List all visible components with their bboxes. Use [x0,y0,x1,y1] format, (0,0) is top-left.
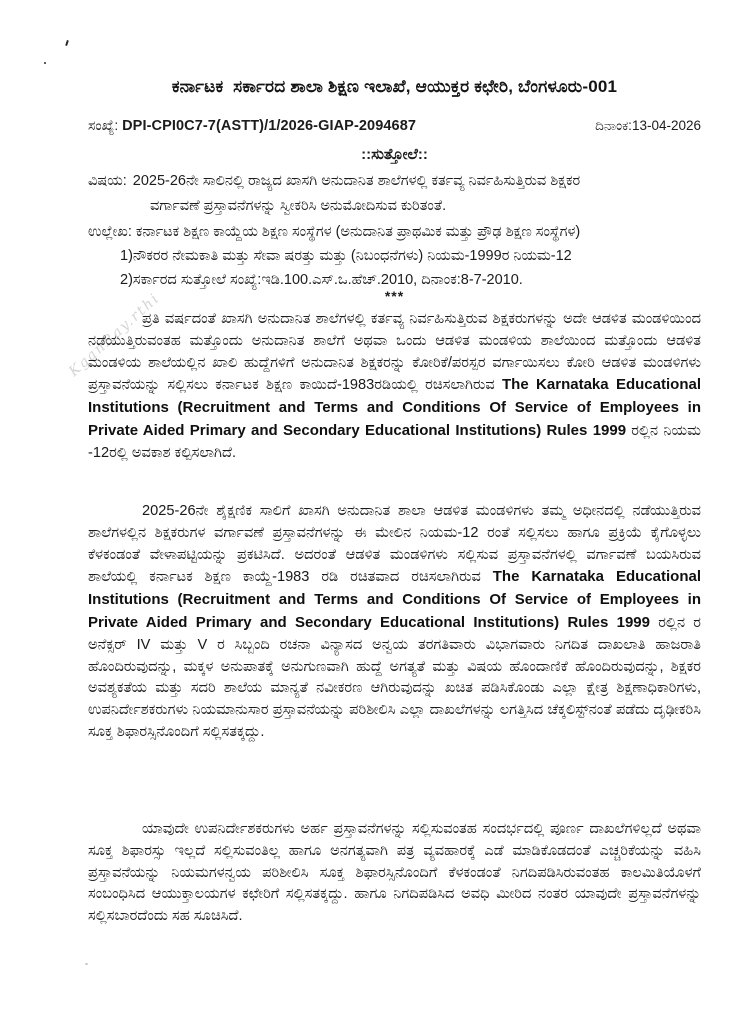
paragraph-1 [88,309,701,465]
subject-line-continued: ವರ್ಗಾವಣೆ ಪ್ರಸ್ತಾವನೆಗಳನ್ನು ಸ್ವೀಕರಿಸಿ ಅನುಮೋದಿಸುವ ಕುರಿತಂತೆ. [150,198,447,214]
reference-item-2: 2)ಸರ್ಕಾರದ ಸುತ್ತೋಲೆ ಸಂಖ್ಯೆ:ಇಡಿ.100.ಎಸ್.ಒ.ಹೆಚ್.2010, ದಿನಾಂಕ:8-7-2010. [120,272,523,288]
scan-speck [85,963,88,965]
paragraph-2-kn-after: ರಲ್ಲಿನ ರ ಅನೆಕ್ಸರ್ IV ಮತ್ತು V ರ ಸಿಬ್ಬಂದಿ ರಚನಾ ವಿನ್ಯಾಸದ ಅನ್ವಯ ತರಗತಿವಾರು ವಿಭಾಗವಾರು ನಿಗದಿತ ದಾಖಲಾತಿ ಹಾಜರಾತಿ ಹೊಂದಿರುವುದನ್ನು, ಮಕ್ಕಳ ಅನುಪಾತಕ್ಕೆ ಅನುಗುಣವಾಗಿ ಹುದ್ದೆ ಅಗತ್ಯತೆ ಮತ್ತು ವಿಷಯ ಹೊಂದಾಣಿಕೆ ಹೊಂದಿರುವುದನ್ನು, ಶಿಕ್ಷಕರ ಅವಶ್ಯಕತೆಯ ಮತ್ತು ಸದರಿ ಶಾಲೆಯ ಮಾನ್ಯತೆ ನವೀಕರಣ ಆಗಿರುವುದನ್ನು ಖಚಿತ ಪಡಿಸಿಕೊಂಡು ಎಲ್ಲಾ ಕ್ಷೇತ್ರ ಶಿಕ್ಷಣಾಧಿಕಾರಿಗಳು, ಉಪನಿರ್ದೇಶಕರುಗಳು ನಿಯಮಾನುಸಾರ ಪ್ರಸ್ತಾವನೆಯನ್ನು ಪರಿಶೀಲಿಸಿ ಎಲ್ಲಾ ದಾಖಲೆಗಳನ್ನು ಲಗತ್ತಿಸಿದ ಚೆಕ್ಕಲಿಸ್ಟ್‌ನಂತೆ ಪಡೆದು ದೃಢೀಕರಿಸಿ ಸೂಕ್ತ ಶಿಫಾರಸ್ಸಿನೊಂದಿಗೆ ಸಲ್ಲಿಸತಕ್ಕದ್ದು. [88,614,702,740]
paragraph-1-kn-after: ರಲ್ಲಿನ ನಿಯಮ -12ರಲ್ಲಿ ಅವಕಾಶ ಕಲ್ಪಿಸಲಾಗಿದೆ. [88,422,702,461]
scan-speck [65,40,69,46]
scan-speck [44,62,46,64]
watermark: KganRay.rthi [66,290,164,380]
subject-line [88,173,701,189]
paragraph-2-english-bold: The Karnataka Educational Institutions (Recruitment and Terms and Conditions Of Service of Employees in Private Aided Primary and Secondary Educational Institutions) Rules 1999 [88,568,701,631]
circular-heading: ::ಸುತ್ತೋಲೆ:: [361,146,428,163]
number-value: DPI-CPI0C7-7(ASTT)/1/2026-GIAP-2094687 [122,118,417,134]
paragraph-2 [88,501,701,744]
reference-label: ಉಲ್ಲೇಖ: [88,224,132,240]
paragraph-2-kn-before: 2025-26ನೇ ಶೈಕ್ಷಣಿಕ ಸಾಲಿಗೆ ಖಾಸಗಿ ಅನುದಾನಿತ ಶಾಲಾ ಆಡಳಿತ ಮಂಡಳಿಗಳು ತಮ್ಮ ಅಧೀನದಲ್ಲಿ ನಡೆಯುತ್ತಿರುವ ಶಾಲೆಗಳಲ್ಲಿನ ಶಿಕ್ಷಕರುಗಳ ವರ್ಗಾವಣೆ ಪ್ರಸ್ತಾವನೆಗಳನ್ನು ಈ ಮೇಲಿನ ನಿಯಮ-12 ರಂತೆ ಸಲ್ಲಿಸಲು ಹಾಗೂ ಪ್ರಕ್ರಿಯೆ ಕೈಗೊಳ್ಳಲು ಕೆಳಕಂಡಂತೆ ವೇಳಾಪಟ್ಟಿಯನ್ನು ಪ್ರಕಟಿಸಿದೆ. ಅದರಂತೆ ಆಡಳಿತ ಮಂಡಳಿಗಳು ಸಲ್ಲಿಸುವ ಪ್ರಸ್ತಾವನೆಗಳಲ್ಲಿ ವರ್ಗಾವಣೆ ಬಯಸಿರುವ ಶಾಲೆಯಲ್ಲಿ ಕರ್ನಾಟಕ ಶಿಕ್ಷಣ ಕಾಯ್ದೆ-1983 ರಡಿ ರಚಿತವಾದ ರಚಿಸಲಾಗಿರುವ [88,503,701,586]
number-date-row [88,117,701,134]
paragraph-3-text: ಯಾವುದೇ ಉಪನಿರ್ದೇಶಕರುಗಳು ಅರ್ಹ ಪ್ರಸ್ತಾವನೆಗಳನ್ನು ಸಲ್ಲಿಸುವಂತಹ ಸಂದರ್ಭದಲ್ಲಿ ಪೂರ್ಣ ದಾಖಲೆಗಳಿಲ್ಲದೆ ಅಥವಾ ಸೂಕ್ತ ಶಿಫಾರಸ್ಸು ಇಲ್ಲದೆ ಸಲ್ಲಿಸುವಂತಿಲ್ಲ ಹಾಗೂ ಅನಗತ್ಯವಾಗಿ ಪತ್ರ ವ್ಯವಹಾರಕ್ಕೆ ಎಡೆ ಮಾಡಿಕೊಡದಂತೆ ಎಚ್ಚರಿಕೆಯನ್ನು ವಹಿಸಿ ಪ್ರಸ್ತಾವನೆಯನ್ನು ನಿಯಮಗಳನ್ವಯ ಪರಿಶೀಲಿಸಿ ಸೂಕ್ತ ಶಿಫಾರಸ್ಸಿನೊಂದಿಗೆ ಕೆಳಕಂಡಂತೆ ನಿಗದಿಪಡಿಸಿರುವಂತಹ ಕಾಲಮಿತಿಯೊಳಗೆ ಸಂಬಂಧಿಸಿದ ಆಯುಕ್ತಾಲಯಗಳ ಕಛೇರಿಗೆ ಸಲ್ಲಿಸತಕ್ಕದ್ದು. ಹಾಗೂ ನಿಗದಿಪಡಿಸಿದ ಅವಧಿ ಮೀರಿದ ನಂತರ ಯಾವುದೇ ಪ್ರಸ್ತಾವನೆಗಳನ್ನು ಸಲ್ಲಿಸಬಾರದೆಂದು ಸಹ ಸೂಚಿಸಿದೆ. [88,821,701,925]
number-label: ಸಂಖ್ಯೆ: [88,117,119,133]
date-label: ದಿನಾಂಕ: [595,118,632,133]
asterisk-separator: *** [384,288,405,304]
circular-date [595,118,701,134]
subject-label: ವಿಷಯ: [88,173,127,189]
page-title: ಕರ್ನಾಟಕ ಸರ್ಕಾರದ ಶಾಲಾ ಶಿಕ್ಷಣ ಇಲಾಖೆ, ಆಯುಕ್ತರ ಕಛೇರಿ, ಬೆಂಗಳೂರು-001 [171,77,618,96]
paragraph-3 [88,819,701,928]
date-value: 13-04-2026 [631,118,701,133]
paragraph-1-english-bold: The Karnataka Educational Institutions (Recruitment and Terms and Conditions Of Service of Employees in Private Aided Primary and Secondary Educational Institutions) Rules 1999 [88,376,701,439]
reference-line [88,224,701,240]
circular-number [88,117,416,134]
subject-text: 2025-26ನೇ ಸಾಲಿನಲ್ಲಿ ರಾಜ್ಯದ ಖಾಸಗಿ ಅನುದಾನಿತ ಶಾಲೆಗಳಲ್ಲಿ ಕರ್ತವ್ಯ ನಿರ್ವಹಿಸುತ್ತಿರುವ ಶಿಕ್ಷಕರ [132,173,581,189]
paragraph-1-kn-before: ಪ್ರತಿ ವರ್ಷದಂತೆ ಖಾಸಗಿ ಅನುದಾನಿತ ಶಾಲೆಗಳಲ್ಲಿ ಕರ್ತವ್ಯ ನಿರ್ವಹಿಸುತ್ತಿರುವ ಶಿಕ್ಷಕರುಗಳನ್ನು ಅದೇ ಆಡಳಿತ ಮಂಡಳಿಯಿಂದ ನಡೆಯುತ್ತಿರುವಂತಹ ಮತ್ತೊಂದು ಅನುದಾನಿತ ಶಾಲೆಗೆ ಅಥವಾ ಒಂದು ಆಡಳಿತ ಮಂಡಳಿಯ ಶಾಲೆಯಿಂದ ಮತ್ತೊಂದು ಆಡಳಿತ ಮಂಡಳಿಯ ಶಾಲೆಯಲ್ಲಿನ ಖಾಲಿ ಹುದ್ದೆಗಳಿಗೆ ಅನುದಾನಿತ ಶಿಕ್ಷಕರನ್ನು ಕೋರಿಕೆ/ಪರಸ್ಪರ ವರ್ಗಾಯಿಸಲು ಕೋರಿ ಆಡಳಿತ ಮಂಡಳಿಗಳು ಪ್ರಸ್ತಾವನೆಯನ್ನು ಸಲ್ಲಿಸಲು ಕರ್ನಾಟಕ ಶಿಕ್ಷಣ ಕಾಯಿದೆ-1983ರಡಿಯಲ್ಲಿ ರಚಿಸಲಾಗಿರುವ [88,311,701,394]
reference-item-1: 1)ನೌಕರರ ನೇಮಕಾತಿ ಮತ್ತು ಸೇವಾ ಷರತ್ತು ಮತ್ತು (ನಿಬಂಧನೆಗಳು) ನಿಯಮ-1999ರ ನಿಯಮ-12 [120,248,572,264]
reference-intro: ಕರ್ನಾಟಕ ಶಿಕ್ಷಣ ಕಾಯ್ದೆಯ ಶಿಕ್ಷಣ ಸಂಸ್ಥೆಗಳ (ಅನುದಾನಿತ ಪ್ರಾಥಮಿಕ ಮತ್ತು ಪ್ರೌಢ ಶಿಕ್ಷಣ ಸಂಸ್ಥೆಗಳ) [135,224,581,240]
